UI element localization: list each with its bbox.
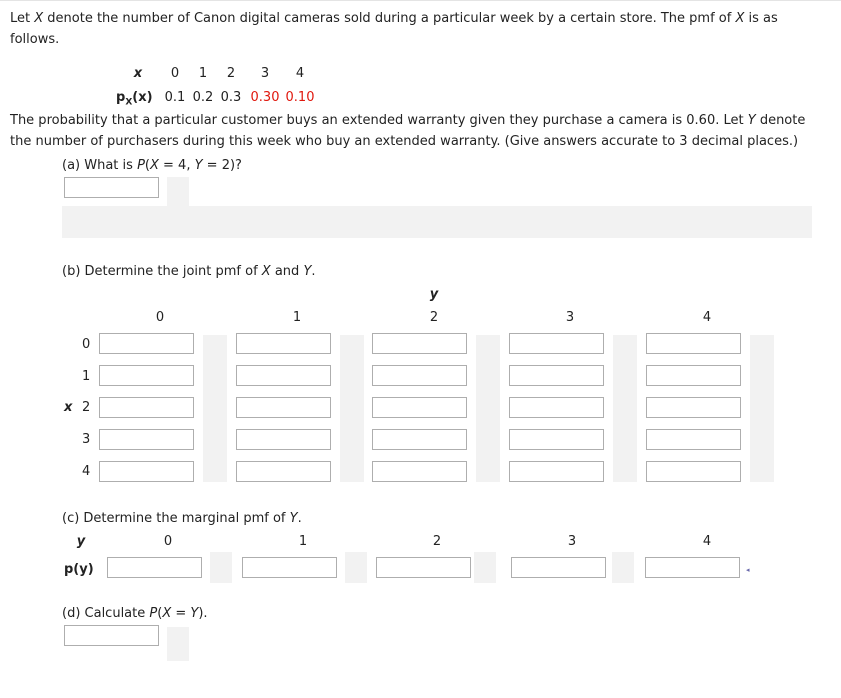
feedback-cell <box>345 552 367 583</box>
joint-row-label: 0 <box>82 337 91 352</box>
var-x: X <box>735 11 745 26</box>
joint-input[interactable] <box>509 461 604 482</box>
para-text: the number of purchasers during this week who buy an extended warranty. (Give answers accurate to 3 decimal places.) <box>10 134 799 149</box>
joint-input[interactable] <box>236 365 331 386</box>
joint-input[interactable] <box>236 461 331 482</box>
joint-input[interactable] <box>99 365 194 386</box>
pmf-x-value: 0 <box>170 66 180 81</box>
joint-input[interactable] <box>509 429 604 450</box>
part-d-question: (d) Calculate P(X = Y). <box>62 606 208 621</box>
joint-input[interactable] <box>99 333 194 354</box>
joint-col-label: 2 <box>429 310 439 325</box>
intro-text: follows. <box>10 32 60 47</box>
marginal-col-label: 1 <box>298 534 308 549</box>
intro-paragraph <box>10 8 778 50</box>
joint-row-label: 2 <box>82 400 91 415</box>
intro-text: denote the number of Canon digital cameras sold during a particular week by a certain store. The pmf of <box>43 11 736 26</box>
joint-input[interactable] <box>646 333 741 354</box>
joint-input[interactable] <box>99 429 194 450</box>
intro-text: is as <box>744 11 778 26</box>
pmf-x-value: 4 <box>295 66 305 81</box>
joint-input[interactable] <box>646 365 741 386</box>
joint-input[interactable] <box>236 429 331 450</box>
marginal-input[interactable] <box>645 557 740 578</box>
joint-input[interactable] <box>372 429 467 450</box>
pmf-p-label: $p_X(x)$ <box>116 90 153 108</box>
joint-y-header: y <box>429 287 439 302</box>
marginal-col-label: 4 <box>702 534 712 549</box>
top-divider <box>0 0 841 1</box>
marginal-input[interactable] <box>107 557 202 578</box>
marginal-col-label: 3 <box>567 534 577 549</box>
var-x: X <box>34 11 44 26</box>
pmf-x-value: 2 <box>226 66 236 81</box>
answer-input-a[interactable] <box>64 177 159 198</box>
feedback-bar <box>62 206 812 238</box>
marginal-input[interactable] <box>511 557 606 578</box>
joint-col-label: 4 <box>702 310 712 325</box>
intro-text: Let <box>10 11 35 26</box>
joint-input[interactable] <box>99 461 194 482</box>
marginal-y-label: y <box>76 534 86 549</box>
pmf-p-value: 0.2 <box>192 90 214 105</box>
joint-input[interactable] <box>372 365 467 386</box>
feedback-column <box>750 335 774 482</box>
marginal-col-label: 0 <box>163 534 173 549</box>
pmf-p-value: 0.10 <box>285 90 315 105</box>
para-text: denote <box>755 113 806 128</box>
joint-input[interactable] <box>99 397 194 418</box>
joint-input[interactable] <box>646 429 741 450</box>
joint-input[interactable] <box>372 333 467 354</box>
marginal-input[interactable] <box>376 557 471 578</box>
answer-input-d[interactable] <box>64 625 159 646</box>
var-y: Y <box>747 113 756 128</box>
part-c-question: (c) Determine the marginal pmf of Y. <box>62 511 302 526</box>
joint-input[interactable] <box>646 397 741 418</box>
joint-input[interactable] <box>372 461 467 482</box>
caret-icon: ◂ <box>746 566 750 574</box>
pmf-p-value: 0.1 <box>164 90 186 105</box>
feedback-column <box>203 335 227 482</box>
feedback-cell <box>210 552 232 583</box>
joint-input[interactable] <box>509 397 604 418</box>
joint-row-label: 1 <box>82 369 91 384</box>
pmf-x-value: 3 <box>260 66 270 81</box>
joint-x-header: x <box>64 400 73 415</box>
joint-col-label: 0 <box>155 310 165 325</box>
joint-input[interactable] <box>236 397 331 418</box>
joint-input[interactable] <box>509 333 604 354</box>
pmf-p-value: 0.30 <box>250 90 280 105</box>
pmf-x-label: x <box>133 66 143 81</box>
joint-input[interactable] <box>509 365 604 386</box>
warranty-paragraph <box>10 110 805 152</box>
part-b-question: (b) Determine the joint pmf of X and Y. <box>62 264 316 279</box>
joint-row-label: 4 <box>82 464 91 479</box>
para-text: The probability that a particular customer buys an extended warranty given they purchase a camera is 0.60. Let <box>10 113 748 128</box>
marginal-py-label: p(y) <box>64 562 94 577</box>
marginal-input[interactable] <box>242 557 337 578</box>
feedback-slot-d <box>167 627 189 661</box>
feedback-column <box>476 335 500 482</box>
joint-input[interactable] <box>646 461 741 482</box>
pmf-p-value: 0.3 <box>220 90 242 105</box>
joint-input[interactable] <box>372 397 467 418</box>
joint-col-label: 1 <box>292 310 302 325</box>
feedback-cell <box>612 552 634 583</box>
joint-input[interactable] <box>236 333 331 354</box>
joint-col-label: 3 <box>565 310 575 325</box>
part-a-question: (a) What is P(X = 4, Y = 2)? <box>62 158 242 173</box>
pmf-x-value: 1 <box>198 66 208 81</box>
feedback-column <box>613 335 637 482</box>
marginal-col-label: 2 <box>432 534 442 549</box>
feedback-column <box>340 335 364 482</box>
feedback-cell <box>474 552 496 583</box>
joint-row-label: 3 <box>82 432 91 447</box>
